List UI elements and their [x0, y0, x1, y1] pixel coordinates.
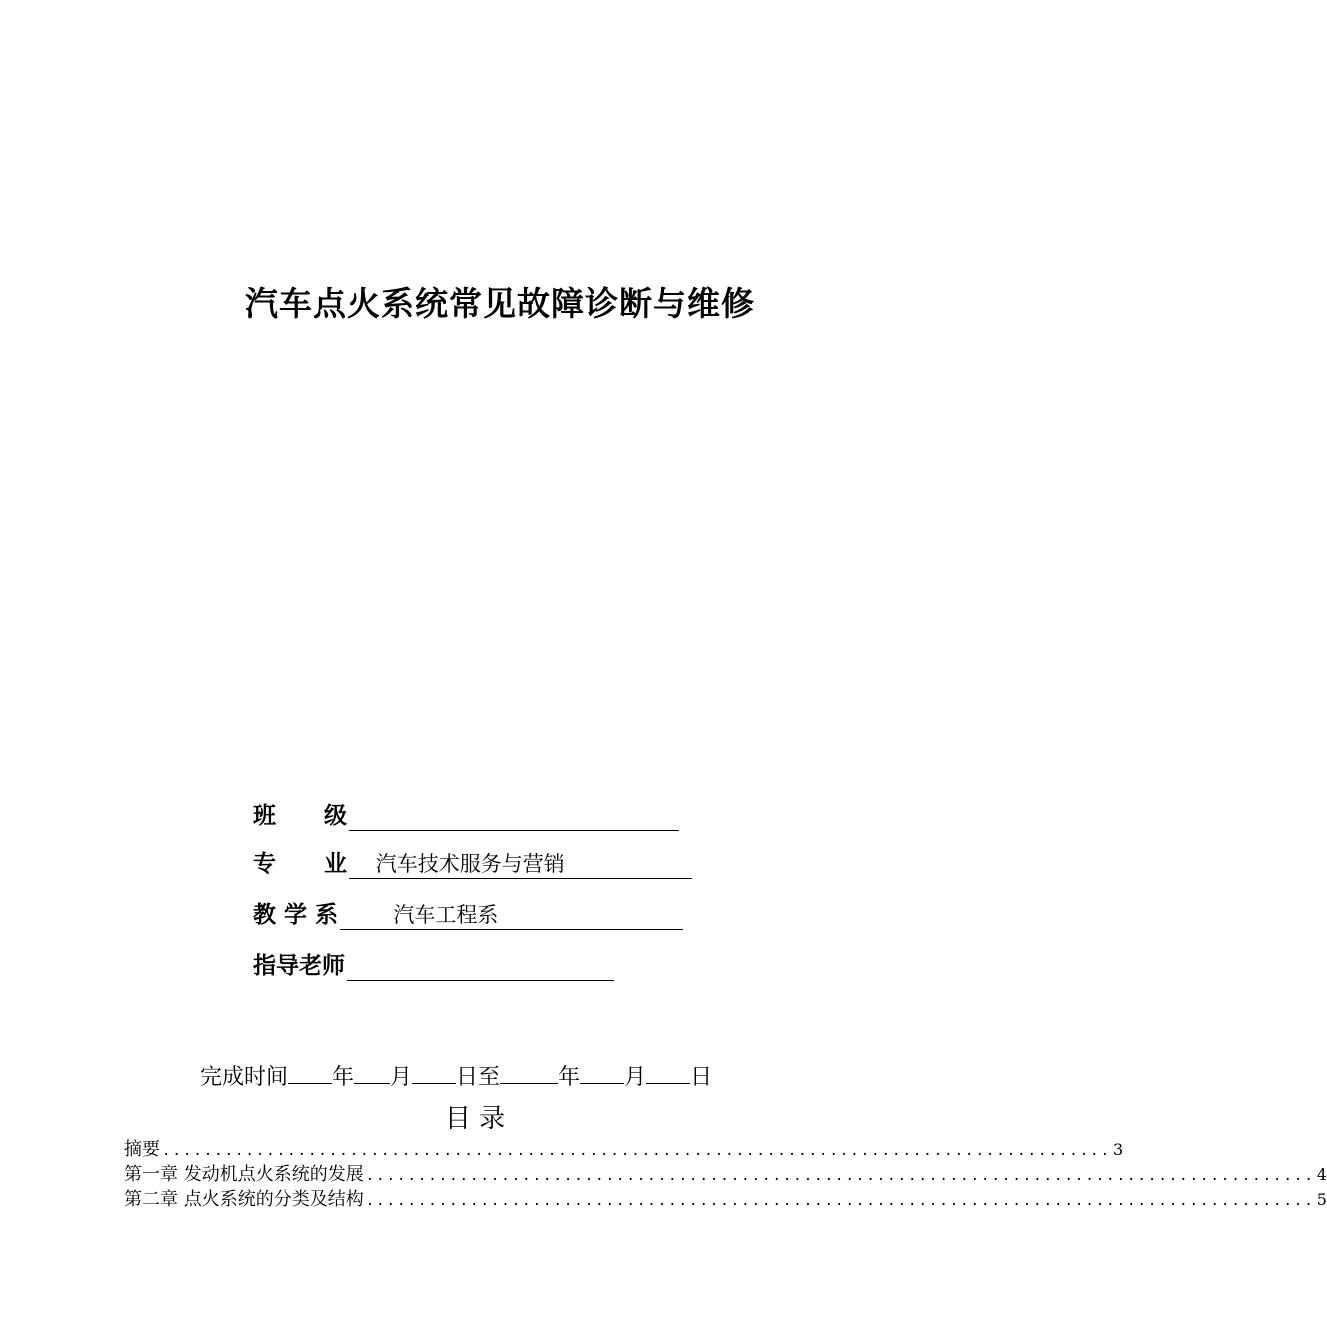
- class-label: 班 级: [253, 803, 348, 829]
- advisor-value: [347, 952, 614, 981]
- table-of-contents: [124, 1137, 1327, 1212]
- toc-heading: 目 录: [444, 1104, 506, 1134]
- advisor-label: 指导老师: [253, 953, 345, 979]
- toc-leader-dots: ...........................................................................................: [365, 1168, 1315, 1184]
- toc-entry[interactable]: [124, 1137, 1124, 1162]
- major-field: [253, 843, 692, 879]
- toc-entry[interactable]: [124, 1187, 1327, 1212]
- toc-entry-title: 第二章 点火系统的分类及结构: [124, 1189, 364, 1210]
- year-start-blank: [288, 1061, 332, 1084]
- class-value: [349, 802, 679, 831]
- day-start-label: 日至: [456, 1065, 501, 1090]
- completion-time: [200, 1061, 712, 1093]
- toc-entry-page: 3: [1113, 1140, 1124, 1159]
- toc-entry-page: 4: [1316, 1165, 1327, 1184]
- toc-entry-page: 5: [1316, 1190, 1327, 1209]
- year-end-label: 年: [558, 1065, 581, 1090]
- advisor-field: [253, 945, 614, 981]
- toc-entry-title: 第一章 发动机点火系统的发展: [124, 1164, 364, 1185]
- toc-entry-title: 摘要: [124, 1139, 160, 1160]
- document-title: 汽车点火系统常见故障诊断与维修: [245, 284, 755, 323]
- department-value: 汽车工程系: [340, 901, 683, 930]
- day-end-blank: [646, 1061, 690, 1084]
- month-start-label: 月: [390, 1065, 413, 1090]
- day-start-blank: [412, 1061, 456, 1084]
- class-field: [253, 795, 679, 831]
- major-value: 汽车技术服务与营销: [349, 850, 692, 879]
- day-end-label: 日: [690, 1065, 713, 1090]
- year-start-label: 年: [332, 1065, 355, 1090]
- department-label: 教 学 系: [253, 902, 339, 928]
- toc-leader-dots: ...........................................................................................: [162, 1143, 1112, 1159]
- completion-prefix: 完成时间: [200, 1065, 289, 1090]
- year-end-blank: [500, 1061, 558, 1084]
- toc-entry[interactable]: [124, 1162, 1327, 1187]
- month-start-blank: [354, 1061, 390, 1084]
- toc-leader-dots: ...........................................................................................: [365, 1193, 1315, 1209]
- major-label: 专 业: [253, 851, 348, 877]
- department-field: [253, 894, 683, 930]
- month-end-label: 月: [624, 1065, 647, 1090]
- month-end-blank: [580, 1061, 624, 1084]
